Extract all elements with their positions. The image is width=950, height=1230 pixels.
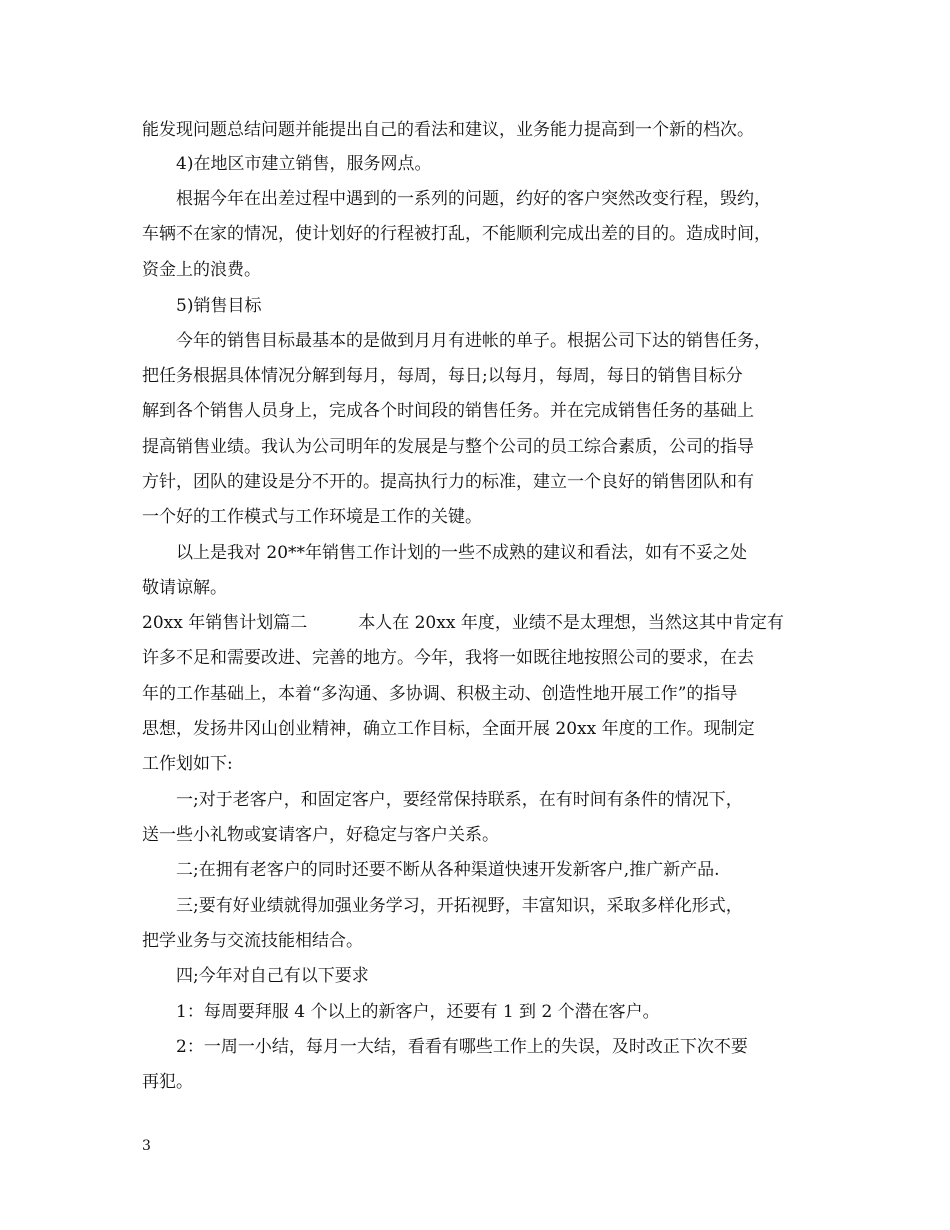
page-number: 3 [142,1138,151,1154]
text-line: 4)在地区市建立销售，服务网点。 [176,154,432,174]
text-line: 许多不足和需要改进、完善的地方。今年，我将一如既往地按照公司的要求，在去 [142,648,754,668]
text-line: 年的工作基础上，本着“多沟通、多协调、积极主动、创造性地开展工作”的指导 [142,684,738,704]
text-line: 把任务根据具体情况分解到每月，每周，每日;以每月，每周，每日的销售目标分 [142,366,743,386]
text-line: 方针，团队的建设是分不开的。提高执行力的标准，建立一个良好的销售团队和有 [142,472,754,492]
text-line: 根据今年在出差过程中遇到的一系列的问题，约好的客户突然改变行程，毁约， [176,189,771,209]
text-line: 四;今年对自己有以下要求 [176,966,369,986]
text-line: 5)销售目标 [176,296,262,316]
text-line: 1：每周要拜服 4 个以上的新客户，还要有 1 到 2 个潜在客户。 [176,1002,660,1022]
text-line: 把学业务与交流技能相结合。 [142,931,363,951]
text-line: 送一些小礼物或宴请客户，好稳定与客户关系。 [142,825,499,845]
text-line: 三;要有好业绩就得加强业务学习，开拓视野，丰富知识，采取多样化形式， [176,896,743,916]
text-line: 以上是我对 20**年销售工作计划的一些不成熟的建议和看法，如有不妥之处 [176,543,748,563]
text-line: 资金上的浪费。 [142,260,261,280]
text-line: 工作划如下: [142,754,233,774]
text-line: 提高销售业绩。我认为公司明年的发展是与整个公司的员工综合素质，公司的指导 [142,437,754,457]
text-line: 二;在拥有老客户的同时还要不断从各种渠道快速开发新客户,推广新产品. [176,860,720,880]
text-line: 一个好的工作模式与工作环境是工作的关键。 [142,507,482,527]
text-line: 能发现问题总结问题并能提出自己的看法和建议，业务能力提高到一个新的档次。 [142,120,754,140]
text-line: 解到各个销售人员身上，完成各个时间段的销售任务。并在完成销售任务的基础上 [142,401,754,421]
text-line: 思想，发扬井冈山创业精神，确立工作目标，全面开展 20xx 年度的工作。现制定 [142,719,755,739]
text-line: 20xx 年销售计划篇二 本人在 20xx 年度，业绩不是太理想，当然这其中肯定有 [142,613,784,633]
text-line: 车辆不在家的情况，使计划好的行程被打乱，不能顺利完成出差的目的。造成时间， [142,224,771,244]
text-line: 今年的销售目标最基本的是做到月月有进帐的单子。根据公司下达的销售任务， [176,331,771,351]
text-line: 一;对于老客户，和固定客户，要经常保持联系，在有时间有条件的情况下， [176,790,743,810]
text-line: 2：一周一小结，每月一大结，看看有哪些工作上的失误，及时改正下次不要 [176,1037,748,1057]
text-line: 再犯。 [142,1072,193,1092]
text-line: 敬请谅解。 [142,578,227,598]
